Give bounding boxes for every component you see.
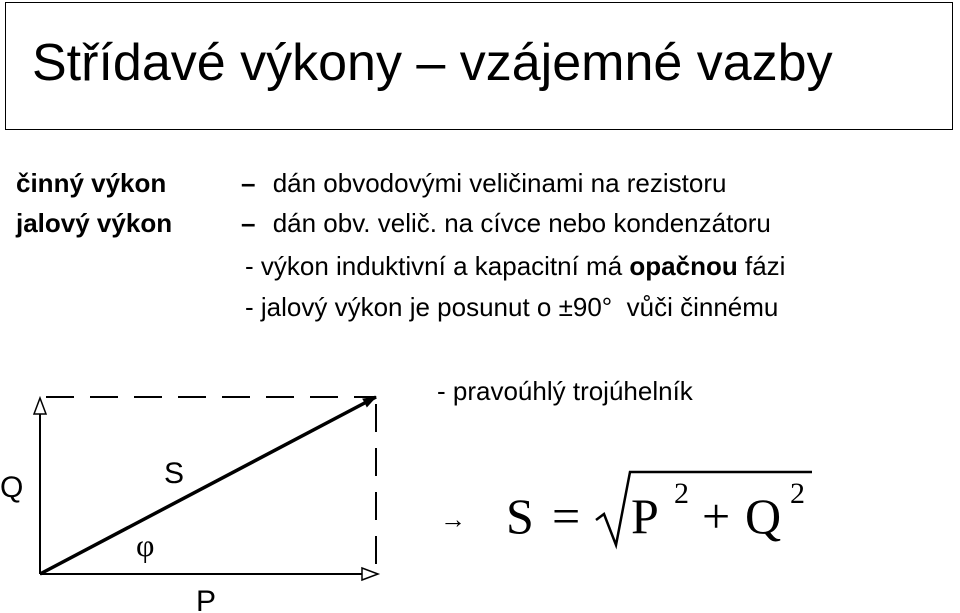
page-title: Střídavé výkony – vzájemné vazby [32,34,833,92]
dash: – [241,208,256,238]
q-arrowhead [34,398,46,414]
s-label: S [164,457,185,490]
phi-label: φ [136,527,155,563]
note-opposite-suffix: fázi [737,251,786,281]
formula-p: P [631,488,659,544]
label-reactive-power: jalový výkon [16,208,173,238]
formula-q: Q [745,488,782,544]
p-label: P [196,585,217,613]
text-active-power: dán obvodovými veličinami na rezistoru [272,168,727,198]
note-phase-shift: - jalový výkon je posunut o ±90° vůči činnému [245,292,779,322]
formula-equals: = [552,488,581,544]
formula-p-exponent: 2 [674,477,689,510]
text-reactive-power: dán obv. velič. na cívce nebo kondenzátoru [272,208,771,238]
dash: – [241,168,256,198]
s-vector [40,397,376,574]
note-right-triangle: - pravoúhlý trojúhelník [437,376,693,406]
formula-q-exponent: 2 [790,477,805,510]
implies-arrow-icon: → [440,504,466,534]
note-opposite-bold: opačnou [629,251,738,281]
q-label: Q [0,471,24,504]
formula-lhs: S [506,488,534,544]
p-arrowhead [362,568,378,580]
formula-plus: + [702,488,731,544]
note-opposite-prefix: - výkon induktivní a kapacitní má [245,251,630,281]
label-active-power: činný výkon [16,168,167,198]
